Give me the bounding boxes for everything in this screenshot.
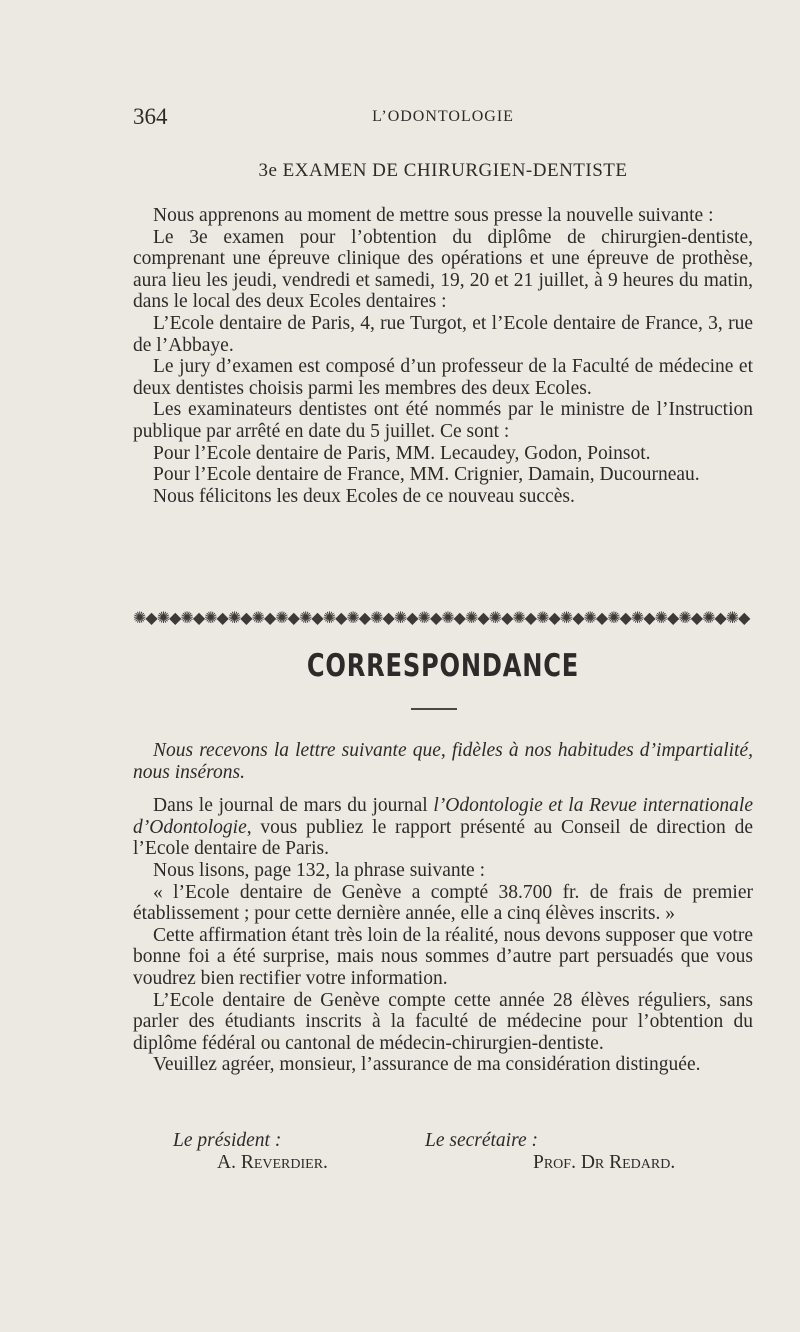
paragraph: L’Ecole dentaire de Genève compte cette année 28 élèves réguliers, sans parler des étudiants inscrits à la faculté de médecine pour l’obtention du diplôme fédéral ou cantonal de médecin-chirurgien-dentiste. (133, 989, 753, 1054)
correspondance-body (133, 740, 753, 1076)
paragraph: « l’Ecole dentaire de Genève a compté 38.700 fr. de frais de premier établissement ; pour cette dernière année, elle a cinq élèves inscrits. » (133, 881, 753, 925)
page-header (133, 104, 753, 134)
ornamental-divider: ✺◆✺◆✺◆✺◆✺◆✺◆✺◆✺◆✺◆✺◆✺◆✺◆✺◆✺◆✺◆✺◆✺◆✺◆✺◆✺◆✺◆✺◆✺◆✺◆✺◆✺◆ (133, 608, 750, 627)
secretary-label: Le secrétaire : (425, 1130, 538, 1151)
signatures (133, 1130, 753, 1180)
correspondance-title: CORRESPONDANCE (306, 648, 580, 684)
paragraph: Pour l’Ecole dentaire de Paris, MM. Lecaudey, Godon, Poinsot. (153, 442, 651, 464)
paragraph: Le jury d’examen est composé d’un professeur de la Faculté de médecine et deux dentistes choisis parmi les membres des deux Ecoles. (133, 356, 753, 399)
page-number: 364 (133, 104, 168, 129)
secretary-name: Prof. Dr Redard. (533, 1152, 676, 1173)
paragraph: Les examinateurs dentistes ont été nommés par le ministre de l’Instruction publique par arrêté en date du 5 juillet. Ce sont : (133, 399, 753, 442)
journal-name: l’Odontologie et la Revue internationale d’Odontologie (133, 795, 753, 838)
paragraph: Nous lisons, page 132, la phrase suivante : (153, 859, 485, 881)
exam-section-body (133, 205, 753, 507)
paragraph: Veuillez agréer, monsieur, l’assurance de ma considération distinguée. (153, 1054, 701, 1076)
paragraph: Nous apprenons au moment de mettre sous presse la nouvelle suivante : (153, 205, 714, 226)
paragraph: Nous félicitons les deux Ecoles de ce nouveau succès. (153, 485, 575, 507)
paragraph: Le 3e examen pour l’obtention du diplôme de chirurgien-dentiste, comprenant une épreuve clinique des opérations et une épreuve de prothèse, aura lieu les jeudi, vendredi et samedi, 19, 20 et 21 juillet, à 9 heures du matin, dans le local des deux Ecoles dentaires : (133, 226, 753, 313)
paragraph: Dans le journal de mars du journal l’Odontologie et la Revue internationale d’Odontologie, vous publiez le rapport présenté au Conseil de direction de l’Ecole dentaire de Paris. (133, 795, 753, 860)
title-rule (411, 708, 457, 710)
exam-section-title: 3e EXAMEN DE CHIRURGIEN-DENTISTE (258, 160, 628, 181)
president-name: A. Reverdier. (217, 1152, 328, 1173)
president-label: Le président : (173, 1130, 282, 1151)
paragraph: Pour l’Ecole dentaire de France, MM. Crignier, Damain, Ducourneau. (153, 464, 700, 486)
paragraph: L’Ecole dentaire de Paris, 4, rue Turgot, et l’Ecole dentaire de France, 3, rue de l’Abbaye. (133, 312, 753, 356)
running-title: L’ODONTOLOGIE (372, 108, 514, 125)
paragraph: Cette affirmation étant très loin de la réalité, nous devons supposer que votre bonne foi a été surprise, mais nous sommes d’autre part persuadés que vous voudrez bien rectifier votre information. (133, 924, 753, 989)
intro-paragraph: Nous recevons la lettre suivante que, fidèles à nos habitudes d’impartialité, nous insérons. (133, 740, 753, 783)
